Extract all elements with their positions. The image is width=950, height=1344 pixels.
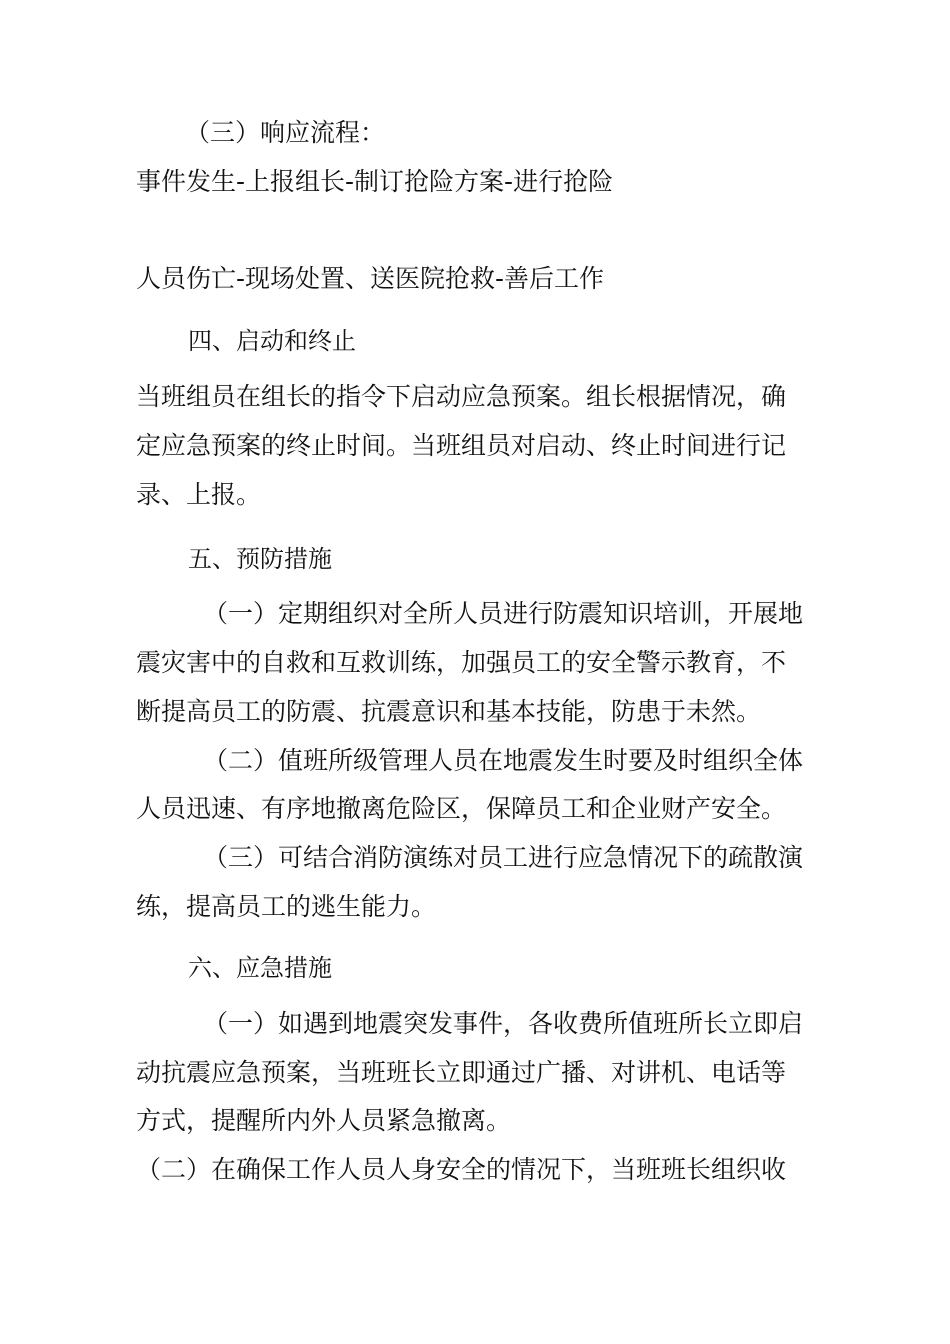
paragraph-line: （一）如遇到地震突发事件，各收费所值班所长立即启 [203,1009,804,1038]
paragraph-line: （一）定期组织对全所人员进行防震知识培训，开展地 [203,599,804,628]
flow-line-1: 事件发生-上报组长-制订抢险方案-进行抢险 [136,167,614,196]
paragraph-line: 震灾害中的自救和互救训练，加强员工的安全警示教育，不 [136,648,787,677]
paragraph-line: （二）在确保工作人员人身安全的情况下，当班班长组织收 [136,1155,787,1184]
paragraph-line: 录、上报。 [136,480,262,509]
flow-line-2: 人员伤亡-现场处置、送医院抢救-善后工作 [136,264,605,293]
paragraph-line: 当班组员在组长的指令下启动应急预案。组长根据情况，确 [136,382,787,411]
section-heading-prevention: 五、预防措施 [188,545,332,573]
section-heading-start-stop: 四、启动和终止 [188,327,356,355]
subsection-heading-response-flow: （三）响应流程： [185,118,386,147]
paragraph-line: （二）值班所级管理人员在地震发生时要及时组织全体 [203,746,804,775]
paragraph-line: 练，提高员工的逃生能力。 [136,892,437,921]
paragraph-line: 断提高员工的防震、抗震意识和基本技能，防患于未然。 [136,697,762,726]
paragraph-line: 定应急预案的终止时间。当班组员对启动、终止时间进行记 [136,431,787,460]
section-heading-emergency-measures: 六、应急措施 [188,954,332,982]
paragraph-line: 动抗震应急预案，当班班长立即通过广播、对讲机、电话等 [136,1058,787,1087]
paragraph-line: 方式，提醒所内外人员紧急撤离。 [136,1106,512,1135]
paragraph-line: 人员迅速、有序地撤离危险区，保障员工和企业财产安全。 [136,794,787,823]
paragraph-line: （三）可结合消防演练对员工进行应急情况下的疏散演 [203,843,804,872]
